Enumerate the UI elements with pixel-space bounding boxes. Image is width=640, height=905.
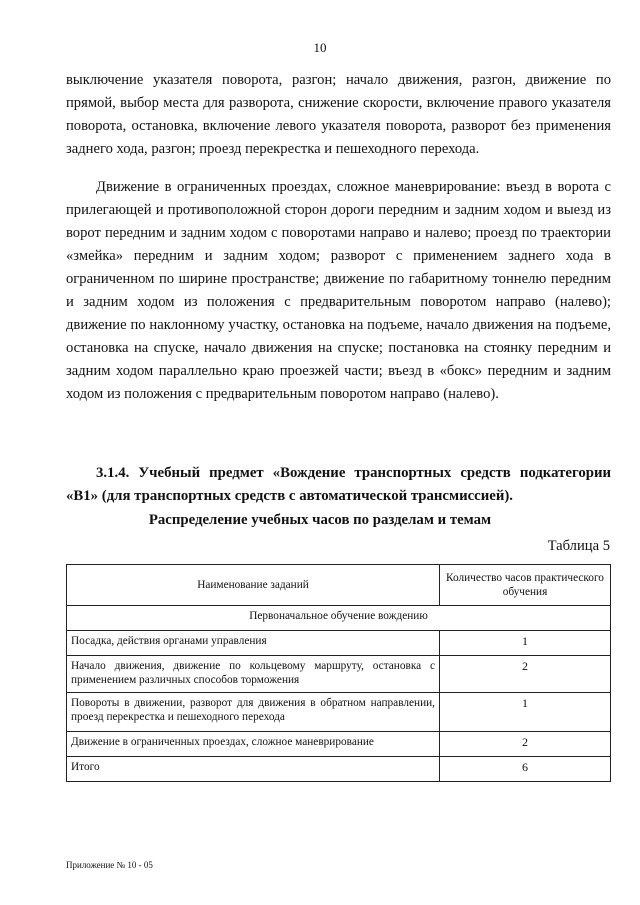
total-label-cell: Итого xyxy=(67,757,440,782)
section-title-cell: Первоначальное обучение вождению xyxy=(67,606,611,631)
paragraph-continuation: выключение указателя поворота, разгон; начало движения, разгон, движение по прямой, выбор места для разворота, снижение скорости, включение правого указателя поворота, остановка, включение левого указателя поворота, разворот без применения заднего хода, разгон; проезд перекрестка и пешеходного перехода. xyxy=(66,72,611,157)
task-cell: Начало движения, движение по кольцевому маршруту, остановка с применением различных способов торможения xyxy=(67,656,440,693)
table-row xyxy=(67,732,611,757)
hours-cell: 2 xyxy=(440,732,611,757)
task-cell: Посадка, действия органами управления xyxy=(67,631,440,656)
hours-cell: 1 xyxy=(440,631,611,656)
footer-appendix-note: Приложение № 10 - 05 xyxy=(66,860,153,870)
task-cell: Повороты в движении, разворот для движения в обратном направлении, проезд перекрестка и пешеходного перехода xyxy=(67,693,440,732)
table-section-row xyxy=(67,606,611,631)
hours-cell: 2 xyxy=(440,656,611,693)
table-heading: Распределение учебных часов по разделам и темам xyxy=(148,512,492,528)
task-cell: Движение в ограниченных проездах, сложное маневрирование xyxy=(67,732,440,757)
hours-cell: 1 xyxy=(440,693,611,732)
table-number: Таблица 5 xyxy=(547,538,610,554)
total-hours-cell: 6 xyxy=(440,757,611,782)
header-hours: Количество часов практического обучения xyxy=(440,565,611,606)
page-number: 10 xyxy=(313,40,327,55)
paragraph-maneuvering: Движение в ограниченных проездах, сложное маневрирование: въезд в ворота с прилегающей и противоположной сторон дороги передним и задним ходом и выезд из ворот передним и задним ходом с поворотами направо и налево; проезд по траектории «змейка» передним и задним ходом; разворот с применением заднего хода в ограниченном по ширине пространстве; движение по габаритному тоннелю передним и задним ходом из положения с предварительным поворотом направо (налево); движение по наклонному участку, остановка на подъеме, начало движения на подъеме, остановка на спуске, начало движения на спуске; постановка на стоянку передним и задним ходом параллельно краю проезжей части; въезд в «бокс» передним и задним ходом из положения с предварительным поворотом направо (налево). xyxy=(66,179,611,402)
table-header-row xyxy=(67,565,611,606)
table-row xyxy=(67,631,611,656)
section-heading: 3.1.4. Учебный предмет «Вождение транспортных средств подкатегории «B1» (для транспортных средств с автоматической трансмиссией). xyxy=(66,465,611,504)
header-task: Наименование заданий xyxy=(67,565,440,606)
hours-table xyxy=(66,564,611,782)
table-row xyxy=(67,693,611,732)
table-total-row xyxy=(67,757,611,782)
table-row xyxy=(67,656,611,693)
